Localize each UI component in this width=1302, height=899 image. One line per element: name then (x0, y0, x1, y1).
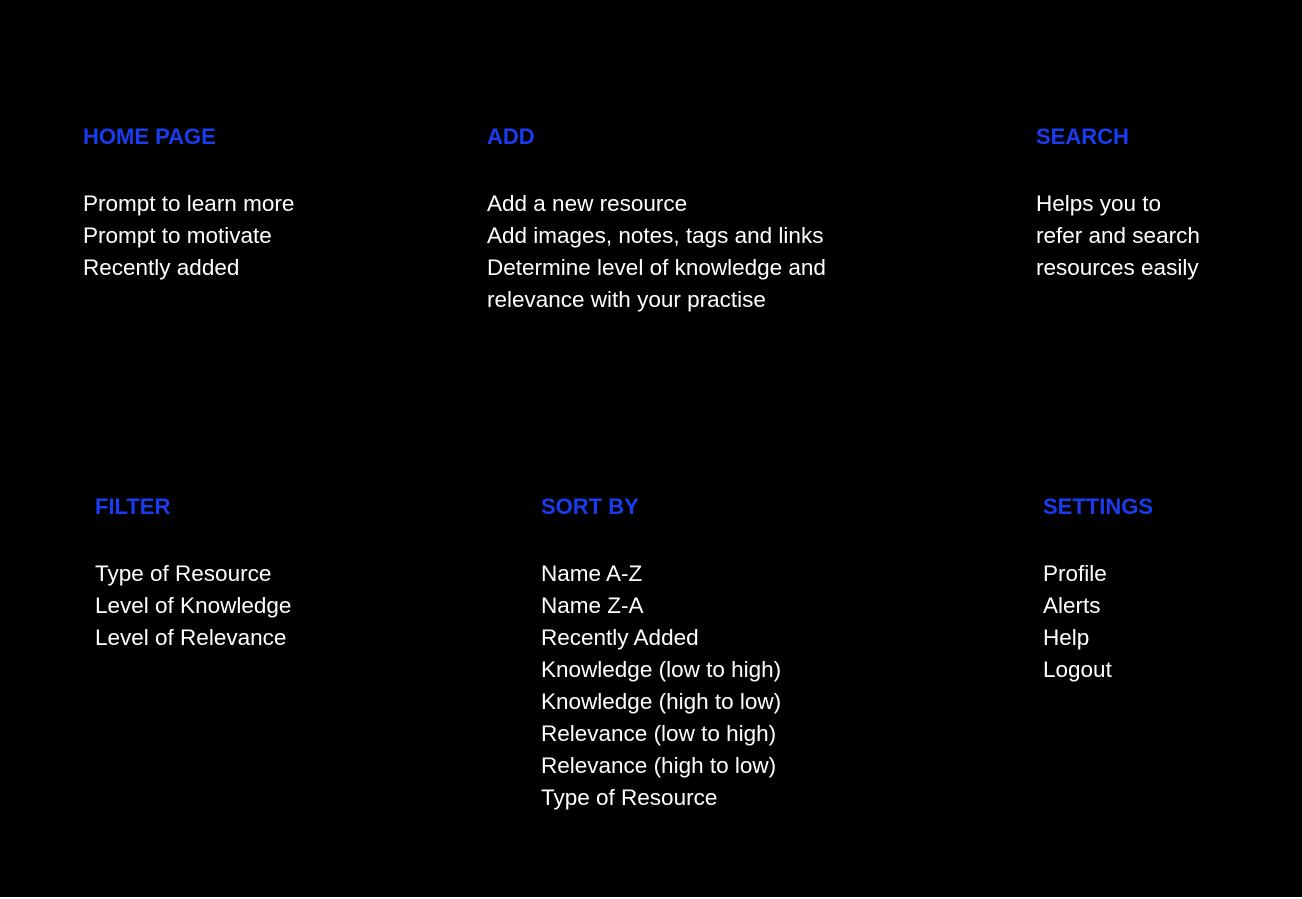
sort-item-name-az: Name A-Z (541, 561, 643, 586)
home-item-recently-added: Recently added (83, 255, 240, 280)
settings-heading: SETTINGS (1043, 494, 1154, 519)
sort-by-list (541, 558, 781, 814)
search-heading: SEARCH (1036, 124, 1129, 149)
sort-item-knowledge-high-low: Knowledge (high to low) (541, 689, 782, 714)
filter-section (95, 494, 291, 654)
filter-item-type: Type of Resource (95, 561, 272, 586)
sort-item-relevance-low-high: Relevance (low to high) (541, 721, 777, 746)
sort-item-relevance-high-low: Relevance (high to low) (541, 753, 777, 778)
home-item-motivate: Prompt to motivate (83, 223, 272, 248)
settings-item-profile: Profile (1043, 561, 1107, 586)
settings-section (1043, 494, 1153, 686)
search-list (1036, 188, 1200, 284)
add-item-relevance: relevance with your practise (487, 287, 766, 312)
sort-by-section (541, 494, 781, 814)
add-item-images-notes: Add images, notes, tags and links (487, 223, 824, 248)
home-page-list (83, 188, 294, 284)
sort-item-recently-added: Recently Added (541, 625, 699, 650)
settings-list (1043, 558, 1153, 686)
sort-item-name-za: Name Z-A (541, 593, 644, 618)
search-item-line-1: Helps you to (1036, 191, 1162, 216)
add-heading: ADD (487, 124, 535, 149)
settings-item-logout: Logout (1043, 657, 1112, 682)
home-page-section (83, 124, 294, 284)
home-item-learn-more: Prompt to learn more (83, 191, 295, 216)
search-item-line-3: resources easily (1036, 255, 1199, 280)
add-item-determine-level: Determine level of knowledge and (487, 255, 826, 280)
search-section (1036, 124, 1200, 284)
sort-by-heading: SORT BY (541, 494, 639, 519)
filter-heading: FILTER (95, 494, 171, 519)
settings-item-alerts: Alerts (1043, 593, 1101, 618)
settings-item-help: Help (1043, 625, 1090, 650)
search-item-line-2: refer and search (1036, 223, 1200, 248)
sort-item-type: Type of Resource (541, 785, 718, 810)
filter-item-relevance: Level of Relevance (95, 625, 287, 650)
add-list (487, 188, 826, 316)
filter-item-knowledge: Level of Knowledge (95, 593, 292, 618)
add-section (487, 124, 826, 316)
filter-list (95, 558, 291, 654)
sort-item-knowledge-low-high: Knowledge (low to high) (541, 657, 782, 682)
add-item-new-resource: Add a new resource (487, 191, 688, 216)
home-page-heading: HOME PAGE (83, 124, 216, 149)
